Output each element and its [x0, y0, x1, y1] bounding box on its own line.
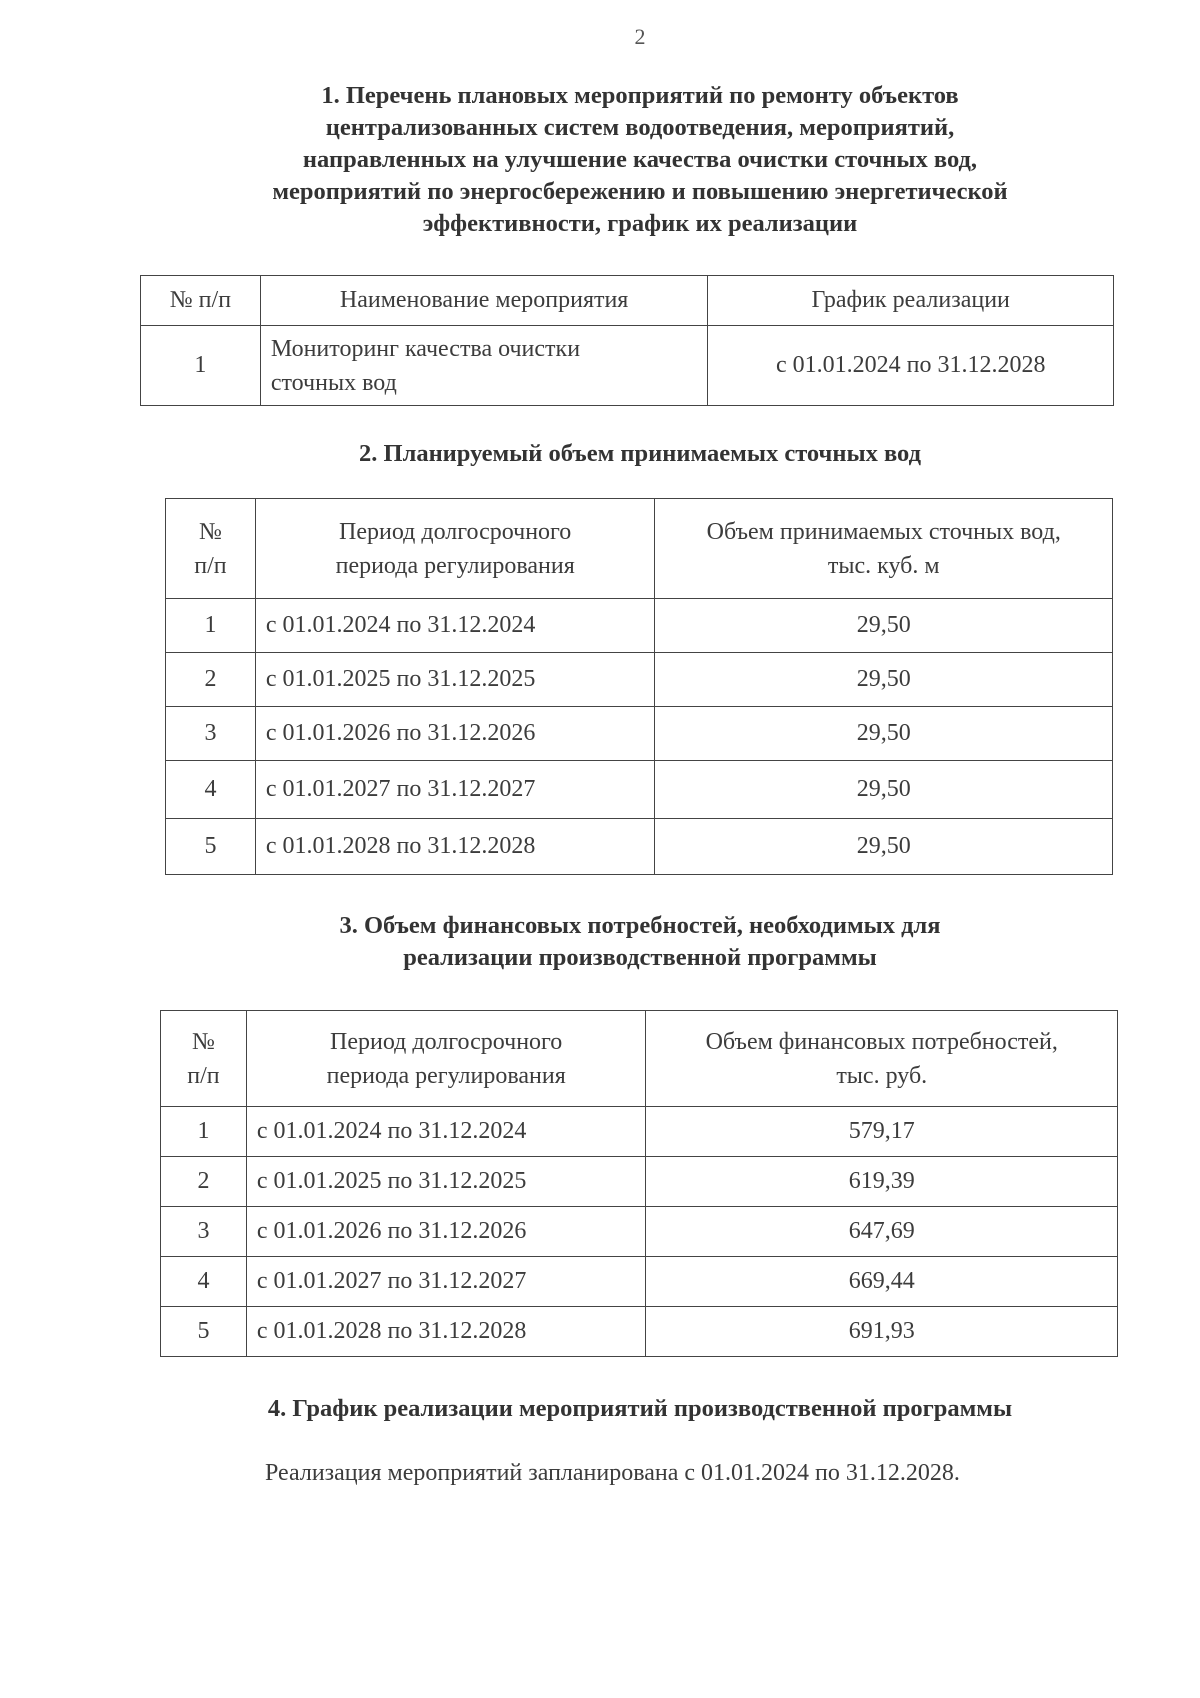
row-num: 4: [161, 1257, 247, 1307]
row-period: с 01.01.2027 по 31.12.2027: [255, 761, 655, 819]
table-row: [166, 819, 1113, 875]
header-name: Наименование мероприятия: [260, 276, 708, 326]
row-schedule: с 01.01.2024 по 31.12.2028: [708, 326, 1114, 406]
row-num: 3: [166, 707, 256, 761]
row-value: 579,17: [646, 1107, 1118, 1157]
header-line: периода регулирования: [335, 552, 575, 579]
header-line: тыс. куб. м: [827, 552, 940, 579]
table-row: [141, 326, 1114, 406]
table-row: [166, 653, 1113, 707]
header-num: № п/п: [141, 276, 261, 326]
header-schedule: График реализации: [708, 276, 1114, 326]
table-row: [161, 1257, 1118, 1307]
row-name-line: Мониторинг качества очистки: [270, 335, 581, 362]
header-line: №: [198, 518, 222, 545]
header-line: п/п: [194, 552, 227, 579]
header-line: тыс. руб.: [836, 1062, 928, 1089]
row-value: 29,50: [655, 653, 1113, 707]
financial-needs-table: [160, 1010, 1118, 1357]
table-row: [161, 1307, 1118, 1357]
table-header-row: [161, 1011, 1118, 1107]
header-period: [246, 1011, 646, 1107]
measures-table: [140, 275, 1114, 406]
header-line: Период долгосрочного: [339, 518, 572, 545]
header-num: [166, 499, 256, 599]
row-period: с 01.01.2024 по 31.12.2024: [246, 1107, 646, 1157]
row-value: 29,50: [655, 819, 1113, 875]
page-number: 2: [634, 24, 646, 49]
table-row: [161, 1207, 1118, 1257]
header-line: Объем финансовых потребностей,: [705, 1028, 1058, 1055]
title-line: 4. График реализации мероприятий производственной программы: [267, 1395, 1013, 1422]
row-period: с 01.01.2027 по 31.12.2027: [246, 1257, 646, 1307]
row-value: 29,50: [655, 761, 1113, 819]
row-value: 29,50: [655, 707, 1113, 761]
title-line: централизованных систем водоотведения, мероприятий,: [325, 114, 955, 141]
header-period: [255, 499, 655, 599]
header-line: периода регулирования: [326, 1062, 566, 1089]
title-line: реализации производственной программы: [403, 944, 877, 971]
table-header-row: [141, 276, 1114, 326]
row-name-line: сточных вод: [270, 369, 397, 396]
row-name: [260, 326, 708, 406]
row-value: 619,39: [646, 1157, 1118, 1207]
header-line: Объем принимаемых сточных вод,: [706, 518, 1061, 545]
header-num: [161, 1011, 247, 1107]
table-row: [161, 1157, 1118, 1207]
section-4-title: [140, 1393, 1140, 1425]
title-line: 1. Перечень плановых мероприятий по ремонту объектов: [321, 82, 959, 109]
title-line: эффективности, график их реализации: [422, 210, 858, 237]
row-num: 4: [166, 761, 256, 819]
row-num: 5: [166, 819, 256, 875]
row-num: 1: [166, 599, 256, 653]
table-row: [166, 599, 1113, 653]
header-line: №: [191, 1028, 215, 1055]
row-num: 1: [141, 326, 261, 406]
title-line: мероприятий по энергосбережению и повышению энергетической: [272, 178, 1008, 205]
table-row: [166, 707, 1113, 761]
row-period: с 01.01.2024 по 31.12.2024: [255, 599, 655, 653]
row-period: с 01.01.2025 по 31.12.2025: [255, 653, 655, 707]
table-row: [166, 761, 1113, 819]
row-value: 647,69: [646, 1207, 1118, 1257]
header-value: [655, 499, 1113, 599]
header-line: Период долгосрочного: [330, 1028, 563, 1055]
row-period: с 01.01.2026 по 31.12.2026: [246, 1207, 646, 1257]
row-value: 669,44: [646, 1257, 1118, 1307]
title-line: 3. Объем финансовых потребностей, необходимых для: [339, 912, 941, 939]
row-value: 691,93: [646, 1307, 1118, 1357]
section-1-title: [140, 80, 1140, 240]
row-num: 2: [161, 1157, 247, 1207]
row-period: с 01.01.2026 по 31.12.2026: [255, 707, 655, 761]
header-value: [646, 1011, 1118, 1107]
row-value: 29,50: [655, 599, 1113, 653]
section-2-title: [140, 438, 1140, 470]
row-num: 3: [161, 1207, 247, 1257]
row-period: с 01.01.2028 по 31.12.2028: [246, 1307, 646, 1357]
implementation-note: Реализация мероприятий запланирована с 01.01.2024 по 31.12.2028.: [265, 1460, 960, 1486]
row-num: 5: [161, 1307, 247, 1357]
table-header-row: [166, 499, 1113, 599]
section-3-title: [140, 910, 1140, 974]
title-line: 2. Планируемый объем принимаемых сточных вод: [359, 440, 921, 467]
table-row: [161, 1107, 1118, 1157]
row-num: 1: [161, 1107, 247, 1157]
row-num: 2: [166, 653, 256, 707]
row-period: с 01.01.2028 по 31.12.2028: [255, 819, 655, 875]
wastewater-volume-table: [165, 498, 1113, 875]
header-line: п/п: [187, 1062, 220, 1089]
title-line: направленных на улучшение качества очистки сточных вод,: [302, 146, 978, 173]
row-period: с 01.01.2025 по 31.12.2025: [246, 1157, 646, 1207]
